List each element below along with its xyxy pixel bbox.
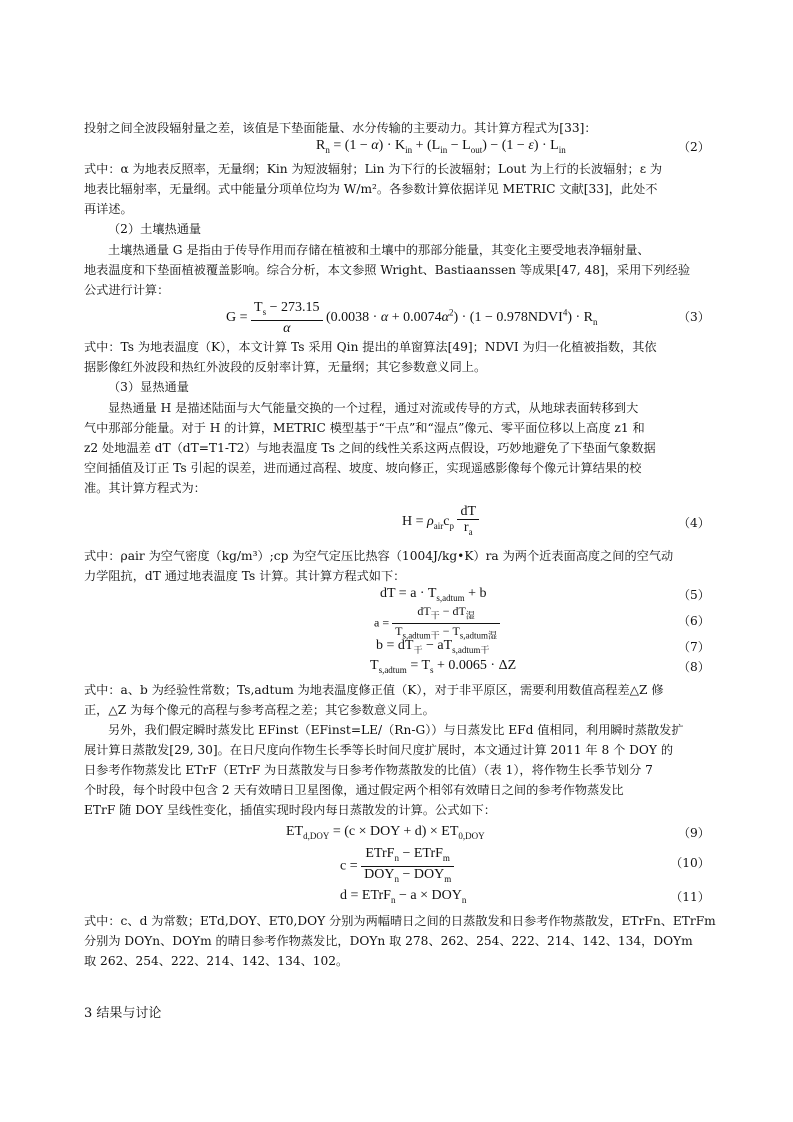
text-line: 力学阻抗，dT 通过地表温度 Ts 计算。其计算方程式如下： [84,569,406,583]
equation-number: （9） [677,826,710,840]
subsection-heading: （3）显热通量 [108,380,189,394]
text-line: 式中：Ts 为地表温度（K），本文计算 Ts 采用 Qin 提出的单窗算法[49]；NDVI 为归一化植被指数，其依 [84,340,657,354]
equation-7: $b = dT_干 - aT_{s,adtum干}$ （7） [376,638,710,655]
text-line: 式中：ρair 为空气密度（kg/m³）;cp 为空气定压比热容（1004J/kg•K）ra 为两个近表面高度之间的空气动 [84,549,674,563]
text-line: 地表比辐射率，无量纲。式中能量分项单位均为 W/m²。各参数计算依据详见 METRIC 文献[33]，此处不 [84,182,658,196]
text-line: 土壤热通量 G 是指由于传导作用而存储在植被和土壤中的那部分能量，其变化主要受地表净辐射量、 [108,243,650,257]
text-line: 地表温度和下垫面植被覆盖影响。综合分析，本文参照 Wright、Bastiaanssen 等成果[47, 48]，采用下列经验 [84,263,691,277]
equation-number: （6） [677,614,710,628]
text-line: 分别为 DOYn、DOYm 的晴日参考作物蒸发比，DOYn 取 278、262、254、222、214、142、134，DOYm [84,934,693,948]
text-line: 取 262、254、222、214、142、134、102。 [84,954,349,968]
text-line: 显热通量 H 是描述陆面与大气能量交换的一个过程，通过对流或传导的方式，从地球表面转移到大 [108,401,639,415]
equation-11: d = ETrF$_n$ − $a \times DOY_n$ （11） [340,888,710,905]
text-line: 式中：a、b 为经验性常数；Ts,adtum 为地表温度修正值（K），对于非平原区，需要利用数值高程差△Z 修 [84,683,664,697]
text-line: 公式进行计算： [84,283,170,297]
equation-2: $R_n = (1 - \alpha) \cdot K_{in} + (L_{in} - L_{out}) - (1 - \varepsilon) \cdot L_{in}$ （2） [316,138,710,155]
text-line: ETrF 随 DOY 呈线性变化，插值实现时段内每日蒸散发的计算。公式如下： [84,803,496,817]
text-line: 再详述。 [84,202,133,216]
text-line: 展计算日蒸散发[29, 30]。在日尺度向作物生长季等长时间尺度扩展时，本文通过计算 2011 年 8 个 DOY 的 [84,743,674,757]
equation-number: （11） [670,890,710,904]
subsection-heading: （2）土壤热通量 [108,222,202,236]
equation-10: c = $\frac{ETrF_n - ETrF_m}{DOY_n - DOY_m}$ （10） [340,846,710,884]
text-line: 气中那部分能量。对于 H 的计算，METRIC 模型基于“干点”和“湿点”像元、零平面位移以上高度 z1 和 [84,421,645,435]
text-line: 准。其计算方程式为： [84,481,206,495]
text-line: 个时段，每个时段中包含 2 天有效晴日卫星图像，通过假定两个相邻有效晴日之间的参考作物蒸发比 [84,783,624,797]
equation-number: （7） [677,640,710,654]
equation-9: $ET_{d,DOY} = (c$ × DOY + $d) \times ET_{0,DOY}$ （9） [286,824,710,841]
text-line: 投射之间全波段辐射量之差，该值是下垫面能量、水分传输的主要动力。其计算方程式为[33]： [84,121,597,135]
text-line: 空间插值及订正 Ts 引起的误差，进而通过高程、坡度、坡向修正，实现遥感影像每个像元计算结果的校 [84,461,642,475]
text-line: 式中：c、d 为常数；ETd,DOY、ET0,DOY 分别为两幅晴日之间的日蒸散发和日参考作物蒸散发，ETrFn、ETrFm [84,914,716,928]
equation-8: $T_{s,adtum} = T_s + 0.0065 \cdot \Delta Z$ （8） [370,658,710,675]
equation-4: $H = \rho_{air}c_p$ $\frac{dT}{r_a}$ （4） [402,504,710,537]
section-heading: 3 结果与讨论 [84,1006,162,1021]
equation-3: G = $\frac{T_s - 273.15}{\alpha}$ $(0.0038 \cdot \alpha + 0.0074\alpha^2) \cdot (1$ − $0.978NDVI^4) \cdot R_n$ （3） [226,300,710,336]
equation-number: （3） [677,310,710,324]
equation-number: （10） [670,856,710,870]
text-line: 日参考作物蒸发比 ETrF（ETrF 为日蒸散发与日参考作物蒸散发的比值）（表 1），将作物生长季节划分 7 [84,763,653,777]
text-line: 正，△Z 为每个像元的高程与参考高程之差；其它参数意义同上。 [84,703,435,717]
equation-number: （2） [677,140,710,154]
equation-number: （4） [677,516,710,530]
text-line: z2 处地温差 dT（dT=T1-T2）与地表温度 Ts 之间的线性关系这两点假设，巧妙地避免了下垫面气象数据 [84,441,656,455]
text-line: 另外，我们假定瞬时蒸发比 EFinst（EFinst=LE/（Rn-G））与日蒸发比 EFd 值相同，利用瞬时蒸散发扩 [108,723,684,737]
equation-number: （8） [677,660,710,674]
text-line: 式中：α 为地表反照率，无量纲；Kin 为短波辐射；Lin 为下行的长波辐射；Lout 为上行的长波辐射；ε 为 [84,162,663,176]
equation-number: （5） [677,588,710,602]
equation-5: dT = $a \cdot T_{s,adtum} + b$ （5） [380,586,710,603]
equation-6: a = $\frac{dT_干 - dT_湿}{T_{s,adtum干} - T_{s,adtum湿}}$ （6） [374,604,710,641]
text-line: 据影像红外波段和热红外波段的反射率计算，无量纲；其它参数意义同上。 [84,360,487,374]
